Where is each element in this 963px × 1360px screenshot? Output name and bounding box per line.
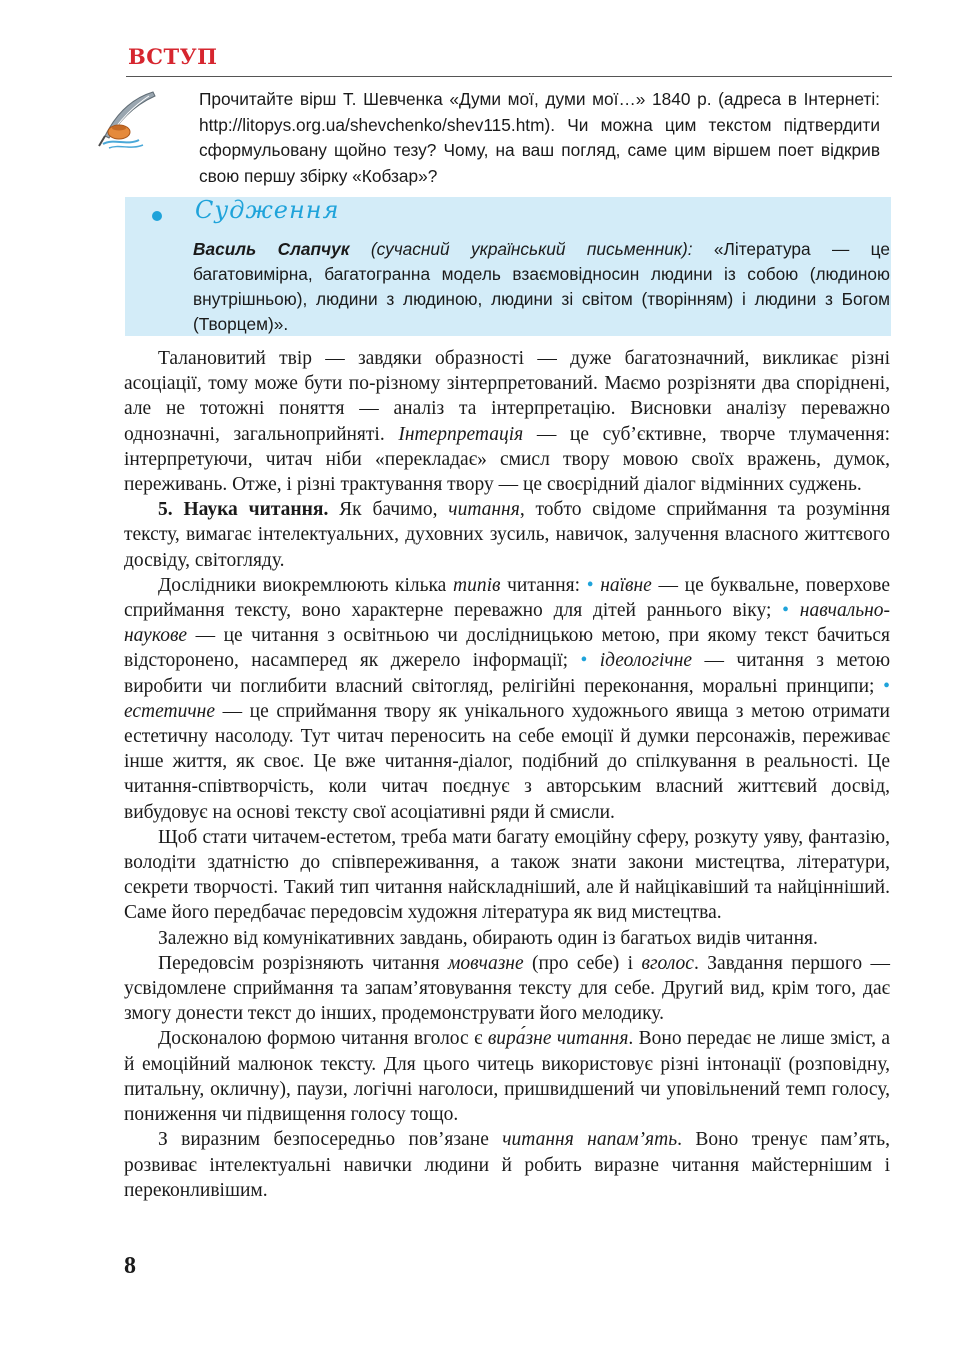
opinion-author: Василь Слапчук bbox=[193, 239, 350, 259]
bullet-icon: • bbox=[586, 574, 594, 596]
text-run: Як бачимо, bbox=[328, 499, 449, 521]
section-title: ВСТУП bbox=[128, 44, 218, 69]
term: наївне bbox=[600, 574, 652, 596]
paragraph bbox=[124, 951, 890, 1027]
text-run: — це читання з освітньою чи дослідницькою метою, при якому текст бачиться відсторонено, насамперед як джерело інформації; bbox=[124, 625, 890, 672]
bullet-icon bbox=[152, 211, 162, 221]
text-run: З виразним безпосередньо пов’язане bbox=[158, 1129, 503, 1151]
term: естетичне bbox=[124, 700, 215, 722]
opinion-quote-text: «Література — це багатовимірна, багатогранна модель взаємовідносин людини із собою (людиною внутрішньою), людини з людиною, людини зі світом (творінням) і людини з Богом (Творцем)». bbox=[193, 239, 890, 334]
paragraph: Залежно від комунікативних завдань, обирають один із багатьох видів читання. bbox=[158, 927, 818, 949]
opinion-author-role: (сучасний український письменник): bbox=[349, 239, 693, 259]
text-run: Досконалою формою читання вголос є bbox=[158, 1028, 488, 1050]
term: мовчазне bbox=[447, 952, 524, 974]
paragraph bbox=[124, 573, 890, 825]
text-run: Дослідники виокремлюють кілька bbox=[158, 574, 453, 596]
text-run: — це суб’єктивне, творче тлумачення: інтерпретуючи, читач ніби «перекладає» смисл твору мовою своїх вражень, думок, переживань. Отже, і різні трактування твору — це своєрідний діалог відмінних суджень. bbox=[124, 423, 890, 496]
term: читання напам’ять bbox=[502, 1129, 678, 1151]
header-divider bbox=[126, 76, 892, 77]
opinion-quote bbox=[193, 237, 890, 337]
term: вголос bbox=[641, 952, 694, 974]
paragraph: Щоб стати читачем-естетом, треба мати багату емоційну сферу, розкуту уяву, фантазію, володіти здатністю до співпереживання, а також знати закони мистецтва, літератури, секрети творчості. Такий тип читання найскладніший, але й найцікавіший та найцінніший. Саме його передбачає передовсім художня література як вид мистецтва. bbox=[124, 826, 890, 924]
bullet-icon: • bbox=[782, 600, 789, 622]
subsection-heading: 5. Наука читання. bbox=[158, 499, 329, 521]
text-run: Талановитий твір — завдяки образності — дуже багатозначний, викликає різні асоціації, тому може бути по-різному зінтерпретований. Маємо розрізняти два споріднені, але не тотожні поняття — аналіз та інтерпретацію. Висновки аналізу переважно однозначні, загальноприйняті. bbox=[124, 348, 890, 445]
bullet-icon: • bbox=[580, 650, 588, 672]
main-text bbox=[124, 346, 890, 1203]
task-text: Прочитайте вірш Т. Шевченка «Думи мої, думи мої…» 1840 р. (адреса в Інтернеті: http://litopys.org.ua/shevchenko/shev115.htm). Чи можна цим текстом підтвердити сформульовану щойно тезу? Чому, на ваш погляд, саме цим віршем поет відкрив свою першу збірку «Кобзар»? bbox=[199, 89, 880, 186]
term: навчально-наукове bbox=[124, 600, 891, 647]
term: ідеологічне bbox=[599, 650, 693, 672]
paragraph bbox=[124, 1026, 890, 1127]
term: читання bbox=[448, 499, 520, 521]
quill-icon bbox=[93, 88, 163, 154]
paragraph bbox=[124, 346, 890, 497]
text-run: . Воно тренує пам’ять, розвиває інтелектуальні навички людини й робить виразне читання майстернішим і переконливішим. bbox=[124, 1129, 890, 1201]
paragraph bbox=[124, 1127, 890, 1203]
text-run: — це сприймання твору як унікального художнього явища з метою отримати естетичну насолоду. Тут читач переносить на себе емоції й думки персонажів, переживає інше життя, як своє. Це вже читання-діалог, подібний до спілкування в реальності. Це читання-співтворчість, коли читач поєднує з авторським власний життєвий досвід, вибудовує на основі тексту свої асоціативні ряди й смисли. bbox=[124, 700, 890, 823]
text-run: — це буквальне, поверхове сприймання тексту, воно характерне переважно для дітей раннього віку; bbox=[124, 574, 890, 622]
text-run: . Воно передає не лише зміст, а й емоційний малюнок тексту. Для цього читець використовує різні інтонації (розповідну, питальну, окличну), паузи, логічні наголоси, пришвидшений чи уповільнений темп голосу, пониження чи підвищення голосу тощо. bbox=[124, 1028, 891, 1126]
term: Інтерпретація bbox=[398, 423, 524, 445]
bullet-icon: • bbox=[883, 675, 890, 697]
page-number: 8 bbox=[124, 1253, 136, 1279]
term: типів bbox=[453, 574, 501, 596]
text-run: Передовсім розрізняють читання bbox=[158, 952, 448, 974]
text-run: читання: bbox=[500, 574, 587, 596]
text-run: — читання з метою виробити чи поглибити власний світогляд, релігійні переконання, моральні принципи; bbox=[124, 650, 891, 697]
term: вира́зне читання bbox=[487, 1028, 629, 1050]
text-run: (про себе) і bbox=[523, 952, 642, 974]
paragraph bbox=[124, 497, 890, 573]
text-run: . Завдання першого — усвідомлене сприймання та запам’ятовування тексту для себе. Другий вид, крім того, дає змогу донести текст до інших, продемонструвати його мелодику. bbox=[124, 952, 890, 1025]
text-run: , тобто свідоме сприймання та розуміння тексту, вимагає інтелектуальних, духовних зусиль, навичок, залучення власного життєвого досвіду, світогляду. bbox=[124, 499, 891, 571]
opinion-heading: Судження bbox=[195, 196, 340, 224]
